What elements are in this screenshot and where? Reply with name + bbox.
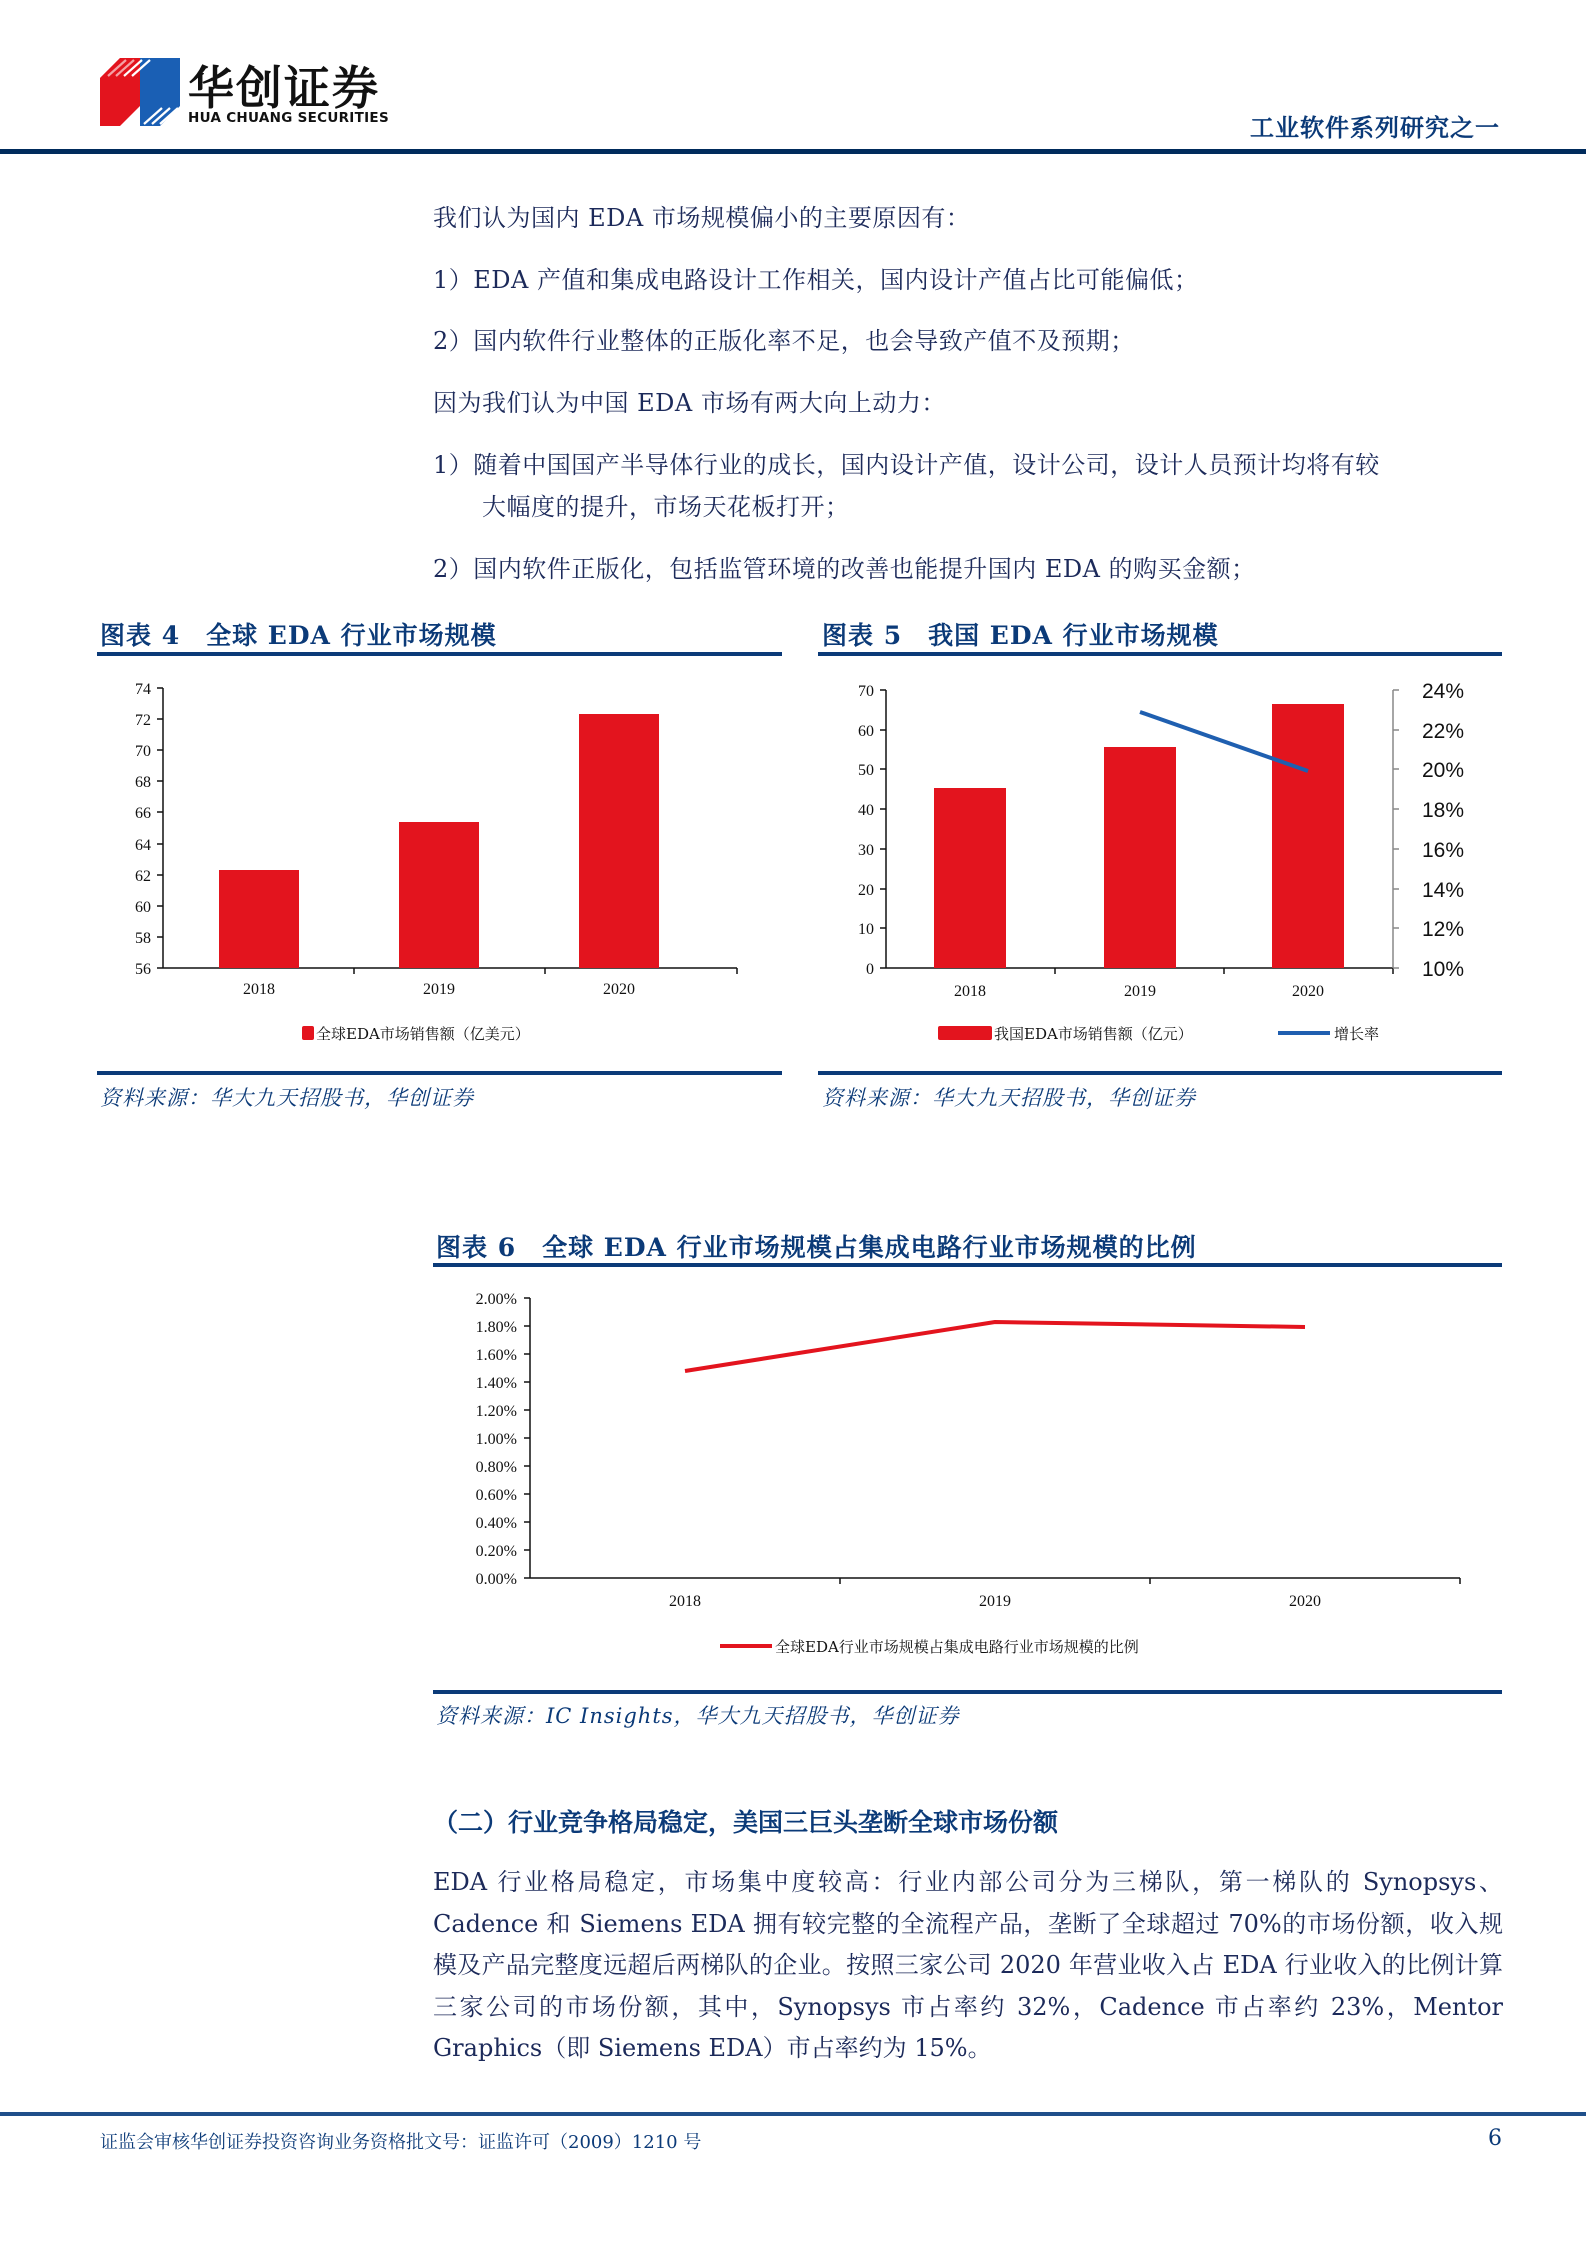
section-paragraph: EDA 行业格局稳定，市场集中度较高：行业内部公司分为三梯队，第一梯队的 Synopsys、Cadence 和 Siemens EDA 拥有较完整的全流程产品，垄断了全球超过 70%的市场份额，收入规模及产品完整度远超后两梯队的企业。按照三家公司 2020 年营业收入占 EDA 行业收入的比例计算三家公司的市场份额，其中，Synopsys 市占率约 32%，Cadence 市占率约 23%，Mentor Graphics（即 Siemens EDA）市占率约为 15%。: [433, 1868, 1503, 2063]
y-tick: 2.00%: [475, 1291, 517, 1308]
intro-line: 2）国内软件正版化，包括监管环境的改善也能提升国内 EDA 的购买金额；: [433, 555, 1256, 583]
y-tick: 1.00%: [475, 1431, 517, 1448]
series-title: 工业软件系列研究之一: [1250, 113, 1500, 142]
y-tick: 74: [135, 681, 151, 698]
logo-cube-icon: [100, 58, 182, 128]
bar-2019: [399, 822, 479, 968]
y-tick: 1.20%: [475, 1403, 517, 1420]
figure-source: 资料来源：IC Insights，华大九天招股书，华创证券: [436, 1704, 960, 1728]
y-tick: 20: [858, 882, 874, 899]
y2-tick: 12%: [1422, 918, 1465, 941]
figure-title: 图表 6 全球 EDA 行业市场规模占集成电路行业市场规模的比例: [436, 1233, 1197, 1262]
x-tick: 2020: [1289, 1593, 1321, 1610]
figure-bottom-rule: [97, 1071, 782, 1075]
combo-chart-china-eda: [818, 660, 1508, 1060]
logo-chinese-name: 华创证券: [188, 61, 380, 115]
bar-2018: [934, 788, 1006, 968]
y-tick: 58: [135, 930, 151, 947]
intro-line: 1）EDA 产值和集成电路设计工作相关，国内设计产值占比可能偏低；: [433, 266, 1199, 294]
logo-english-name: HUA CHUANG SECURITIES: [188, 110, 389, 126]
figure-title: 图表 4 全球 EDA 行业市场规模: [100, 621, 497, 650]
y-tick: 1.40%: [475, 1375, 517, 1392]
footer-divider: [0, 2112, 1586, 2116]
figure-title: 图表 5 我国 EDA 行业市场规模: [822, 621, 1219, 650]
section-heading: （二）行业竞争格局稳定，美国三巨头垄断全球市场份额: [433, 1808, 1059, 1837]
intro-line: 2）国内软件行业整体的正版化率不足，也会导致产值不及预期；: [433, 327, 1135, 355]
y-tick: 64: [135, 837, 151, 854]
x-tick: 2020: [603, 981, 635, 998]
footer-license: 证监会审核华创证券投资咨询业务资格批文号：证监许可（2009）1210 号: [100, 2132, 702, 2153]
intro-line: 我们认为国内 EDA 市场规模偏小的主要原因有：: [433, 204, 971, 232]
bar-2020: [579, 714, 659, 968]
x-tick: 2019: [1124, 983, 1156, 1000]
y2-tick: 20%: [1422, 759, 1465, 782]
legend-label: 全球EDA市场销售额（亿美元）: [316, 1025, 530, 1043]
legend-bar-label: 我国EDA市场销售额（亿元）: [994, 1025, 1193, 1043]
y-tick: 0.00%: [475, 1571, 517, 1588]
bar-chart-global-eda: [97, 660, 787, 1060]
figure-source: 资料来源：华大九天招股书，华创证券: [100, 1086, 474, 1110]
y-tick: 50: [858, 762, 874, 779]
line-chart-eda-share: [433, 1272, 1503, 1682]
y-tick: 1.60%: [475, 1347, 517, 1364]
legend-swatch: [302, 1026, 314, 1040]
y-tick: 70: [135, 743, 151, 760]
y-tick: 60: [135, 899, 151, 916]
x-tick: 2018: [243, 981, 275, 998]
y-tick: 10: [858, 921, 874, 938]
company-logo: [100, 52, 400, 132]
y-tick: 0.60%: [475, 1487, 517, 1504]
figure-title-rule: [433, 1263, 1502, 1267]
figure-bottom-rule: [818, 1071, 1502, 1075]
y-tick: 1.80%: [475, 1319, 517, 1336]
y-tick: 40: [858, 802, 874, 819]
x-tick: 2019: [423, 981, 455, 998]
y2-tick: 16%: [1422, 839, 1465, 862]
bar-2020: [1272, 704, 1344, 968]
y-tick: 60: [858, 723, 874, 740]
y-tick: 56: [135, 961, 151, 978]
y-tick: 0.40%: [475, 1515, 517, 1532]
y-tick: 66: [135, 805, 151, 822]
bar-2018: [219, 870, 299, 968]
page-number: 6: [1488, 2126, 1502, 2151]
y2-tick: 10%: [1422, 958, 1465, 981]
figure-title-rule: [818, 652, 1502, 656]
eda-share-line: [685, 1322, 1305, 1371]
header-divider: [0, 149, 1586, 154]
intro-line: 大幅度的提升，市场天花板打开；: [482, 493, 850, 521]
intro-line: 因为我们认为中国 EDA 市场有两大向上动力：: [433, 389, 946, 417]
figure-source: 资料来源：华大九天招股书，华创证券: [822, 1086, 1196, 1110]
y-tick: 0: [866, 961, 874, 978]
y2-tick: 14%: [1422, 879, 1465, 902]
bar-2019: [1104, 747, 1176, 968]
y-tick: 70: [858, 683, 874, 700]
y-tick: 0.80%: [475, 1459, 517, 1476]
y-tick: 0.20%: [475, 1543, 517, 1560]
figure-title-rule: [97, 652, 782, 656]
intro-line: 1）随着中国国产半导体行业的成长，国内设计产值，设计公司，设计人员预计均将有较: [433, 451, 1380, 479]
y-tick: 68: [135, 774, 151, 791]
y2-tick: 22%: [1422, 720, 1465, 743]
x-tick: 2019: [979, 1593, 1011, 1610]
y-tick: 72: [135, 712, 151, 729]
legend-bar-swatch: [938, 1026, 992, 1040]
legend-label: 全球EDA行业市场规模占集成电路行业市场规模的比例: [775, 1638, 1139, 1656]
legend-line-label: 增长率: [1334, 1025, 1380, 1043]
x-tick: 2018: [669, 1593, 701, 1610]
figure-bottom-rule: [433, 1690, 1502, 1694]
y-tick: 30: [858, 842, 874, 859]
x-tick: 2020: [1292, 983, 1324, 1000]
y2-tick: 24%: [1422, 680, 1465, 703]
x-tick: 2018: [954, 983, 986, 1000]
y2-tick: 18%: [1422, 799, 1465, 822]
y-tick: 62: [135, 868, 151, 885]
